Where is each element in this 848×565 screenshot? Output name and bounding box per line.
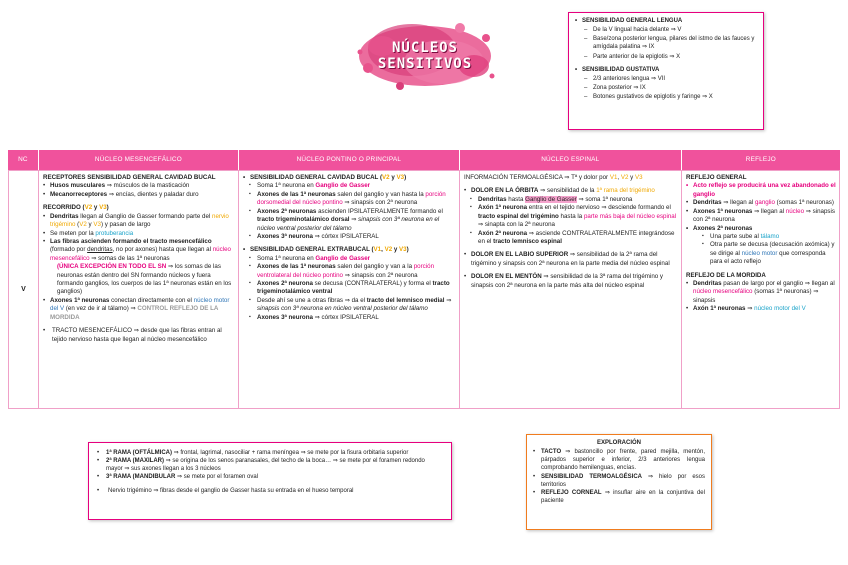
header-reflejo: REFLEJO: [745, 155, 776, 163]
list-item: • DOLOR EN EL MENTÓN ⇒ sensibilidad de la 3ª rama del trigémino y sinapsis con 2ª neurona en la parte más alta del núcleo espinal: [464, 273, 677, 290]
list-item: ▪ Axones de las 1ª neuronas salen del ganglio y van a la porción ventrolateral del núcleo pontino ⇒ sinapsis con 2ª neurona: [243, 263, 455, 280]
pontino-cell: [239, 171, 460, 408]
list-item: • DOLOR EN EL LABIO SUPERIOR ⇒ sensibilidad de la 2ª rama del trigémino y sinapsis con 2ª neurona en la parte media del núcleo espinal: [464, 251, 677, 268]
header-espinal: NÚCLEO ESPINAL: [460, 150, 682, 170]
list-item: ▪ Axones 2ª neuronas ascienden IPSILATERALMENTE formando el tracto trigeminotalámico dorsal ⇒ sinapsis con 3ª neurona en el núcleo ventral posterior del tálamo: [243, 208, 455, 233]
exploracion-box: [526, 434, 712, 530]
title-line1: NÚCLEOS: [391, 40, 458, 56]
title-splash: [352, 16, 498, 96]
list-item: • Axones 2ª neuronas: [686, 225, 837, 233]
nc-value: V: [21, 285, 26, 293]
list-item: • 2ª RAMA (MAXILAR) ⇒ se origina de los senos paranasales, del techo de la boca… ⇒ se mete por el foramen redondo mayor ⇒ sus axones llegan a los 3 núcleos: [97, 457, 443, 473]
list-item: – Parte anterior de la epiglotis ⇒ X: [575, 53, 757, 61]
list-item: ▪ Dendritas hasta Ganglio de Gasser ⇒ soma 1ª neurona: [464, 196, 677, 204]
list-item: • Las fibras ascienden formando el tracto mesencefálico (formado por dendritas, no por axones) hasta que llegan al núcleo mesencefálico ⇒ somas de las 1ª neuronas: [43, 238, 234, 263]
cell-heading: INFORMACIÓN TERMOALGÉSICA ⇒ Tª y dolor por V1, V2 y V3: [464, 174, 643, 181]
cell-heading: REFLEJO GENERAL: [686, 174, 747, 181]
list-item: • Husos musculares ⇒ músculos de la masticación: [43, 182, 234, 190]
list-item: • Se meten por la protuberancia: [43, 230, 234, 238]
box-title: EXPLORACIÓN: [596, 440, 641, 446]
list-item: • Dendritas ⇒ llegan al ganglio (somas 1ª neuronas): [686, 199, 837, 207]
title-line2: SENSITIVOS: [377, 56, 473, 72]
header-nc: NC: [8, 150, 39, 170]
mesencefalico-cell: [39, 171, 239, 408]
list-item: ▪ Axón 1ª neurona entra en el tejido nervioso ⇒ desciende formando el tracto espinal del trigémino hasta la parte más baja del núcleo espinal ⇒ sinapta con la 2ª neurona: [464, 204, 677, 229]
list-item: – Base/zona posterior lengua, pilares del istmo de las fauces y amígdala palatina ⇒ IX: [575, 35, 757, 51]
list-item: ▪ Soma 1ª neurona en Ganglio de Gasser: [243, 182, 455, 190]
list-item: – Zona posterior ⇒ IX: [575, 84, 757, 92]
cell-heading: REFLEJO DE LA MORDIDA: [686, 271, 766, 279]
exception-note: (ÚNICA EXCEPCIÓN EN TODO EL SN ⇒ los somas de las neuronas están dentro del SN formando núcleos y fuera formando ganglios, los cuerpos de las 1ª neuronas están en los ganglios): [57, 263, 232, 296]
header-pontino: NÚCLEO PONTINO O PRINCIPAL: [239, 150, 460, 170]
list-item: ▪ Axones de las 1ª neuronas salen del ganglio y van hasta la porción dorsomedial del núcleo pontino ⇒ sinapsis con 2ª neurona: [243, 191, 455, 208]
cell-heading: RECEPTORES SENSIBILIDAD GENERAL CAVIDAD BUCAL: [43, 174, 216, 181]
section-title: • SENSIBILIDAD GENERAL LENGUA: [575, 17, 757, 25]
cell-heading: • SENSIBILIDAD GENERAL CAVIDAD BUCAL (V2 y V3): [243, 174, 455, 182]
header-mesencefalico: NÚCLEO MESENCEFÁLICO: [39, 150, 239, 170]
recorrido-heading: RECORRIDO (V2 y V3): [43, 204, 109, 212]
list-item: • Mecanorreceptores ⇒ encías, dientes y paladar duro: [43, 191, 234, 199]
list-item: ▪ Desde ahí se une a otras fibras ⇒ da el tracto del lemnisco medial ⇒ sinapsis con 3ª neurona en núcleo ventral posterior del tálamo: [243, 297, 455, 314]
list-item: • Nervio trigémino ⇒ fibras desde el ganglio de Gasser hasta su entrada en el hueso temporal: [97, 487, 443, 495]
list-item: • SENSIBILIDAD TERMOALGÉSICA ⇒ hielo por esos territorios: [533, 473, 705, 489]
section-title: • SENSIBILIDAD GUSTATIVA: [575, 66, 757, 74]
list-item: • DOLOR EN LA ÓRBITA ⇒ sensibilidad de la 1ª rama del trigémino: [464, 187, 677, 195]
list-item: ▪ Axones 3ª neurona ⇒ córtex IPSILATERAL: [243, 233, 455, 241]
list-item: ▪ Una parte sube al tálamo: [686, 233, 837, 241]
cell-heading: • SENSIBILIDAD GENERAL EXTRABUCAL (V1, V2 y V3): [243, 246, 455, 254]
table-header: [8, 150, 840, 170]
list-item: ▪ Axones 3ª neurona ⇒ córtex IPSILATERAL: [243, 314, 455, 322]
lengua-sensibilidad-box: [568, 12, 764, 130]
reflejo-cell: [682, 171, 841, 408]
espinal-cell: [460, 171, 682, 408]
list-item: – 2/3 anteriores lengua ⇒ VII: [575, 75, 757, 83]
nc-cell: [9, 171, 39, 408]
ramas-trigemino-box: [88, 442, 452, 520]
table-body: [8, 170, 840, 409]
list-item: – Botones gustativos de epiglotis y faringe ⇒ X: [575, 93, 757, 101]
list-item: – De la V lingual hacia delante ⇒ V: [575, 26, 757, 34]
list-item: • REFLEJO CORNEAL ⇒ insuflar aire en la conjuntiva del paciente: [533, 489, 705, 505]
list-item: ▪ Axón 2ª neurona ⇒ asciende CONTRALATERALMENTE integrándose en el tracto lemnisco espinal: [464, 230, 677, 247]
list-item: • TACTO ⇒ bastoncillo por frente, pared mejilla, mentón, párpados superior e inferior, 2/3 anteriores lengua comprobando hemilenguas, encías.: [533, 448, 705, 472]
list-item: • Axones 1ª neuronas conectan directamente con el núcleo motor del V (en vez de ir al tálamo) ⇒ CONTROL REFLEJO DE LA MORDIDA: [43, 297, 234, 322]
list-item: • Axón 1ª neuronas ⇒ núcleo motor del V: [686, 305, 837, 313]
list-item: • Dendritas llegan al Ganglio de Gasser formando parte del nervio trigémino (V2 y V3) y pasan de largo: [43, 213, 234, 230]
list-item: • 1ª RAMA (OFTÁLMICA) ⇒ frontal, lagrimal, nasociliar + rama meníngea ⇒ se mete por la fisura orbitaria superior: [97, 449, 443, 457]
list-item: ▪ Otra parte se decusa (decusación axómica) y se dirige al núcleo motor que corresponda para el acto reflejo: [686, 241, 837, 266]
list-item: • Dendritas pasan de largo por el ganglio ⇒ llegan al núcleo mesencefálico (somas 1ª neuronas) ⇒ sinapsis: [686, 280, 837, 305]
list-item: ▪ Axones 2ª neurona se decusa (CONTRALATERAL) y forma el tracto trigeminotalámico ventral: [243, 280, 455, 297]
tracto-note: • TRACTO MESENCEFÁLICO ⇒ desde que las fibras entran al tejido nervioso hasta que llegan al núcleo mesencefálico: [43, 327, 234, 344]
list-item: • Axones 1ª neuronas ⇒ llegan al núcleo ⇒ sinapsis con 2ª neurona: [686, 208, 837, 225]
list-item: • Acto reflejo se producirá una vez abandonado el ganglio: [686, 182, 837, 199]
list-item: • 3ª RAMA (MANDIBULAR ⇒ se mete por el foramen oval: [97, 473, 443, 481]
list-item: ▪ Soma 1ª neurona en Ganglio de Gasser: [243, 255, 455, 263]
